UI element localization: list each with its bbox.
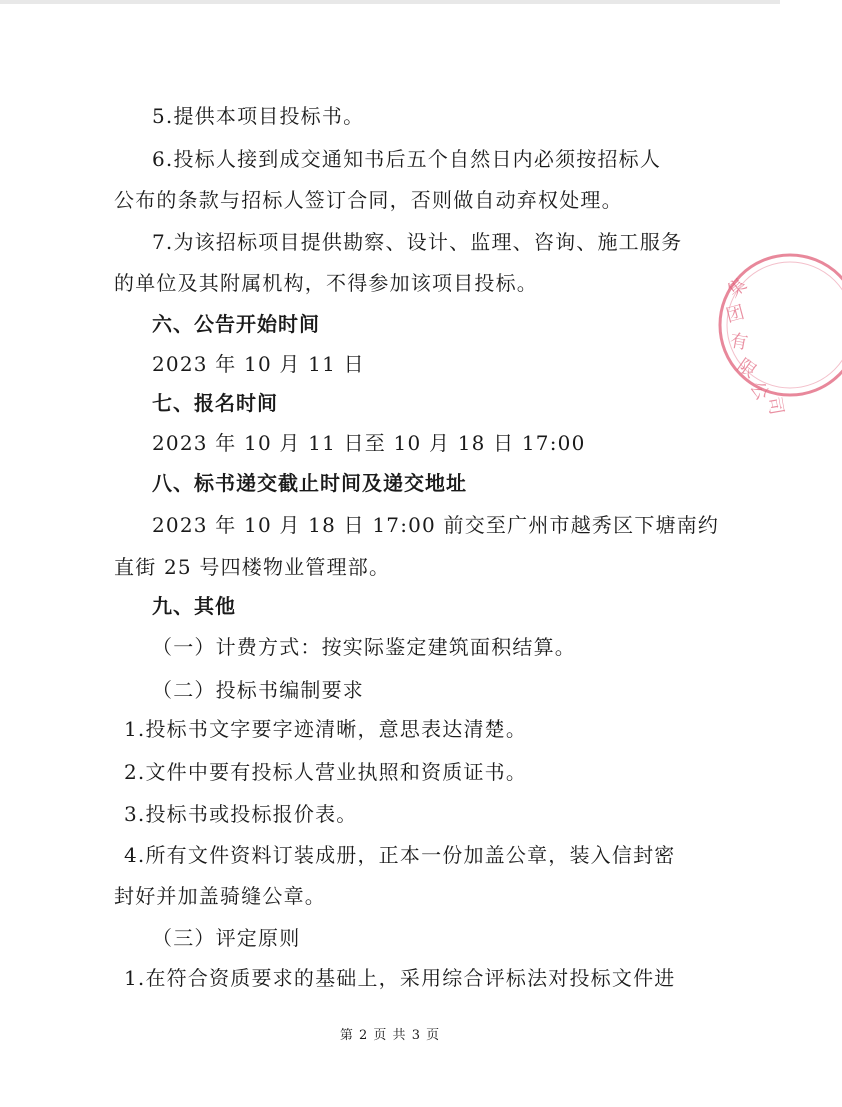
scan-edge [0,0,780,4]
requirement-3: 3.投标书或投标报价表。 [124,802,358,826]
requirement-1: 1.投标书文字要字迹清晰，意思表达清楚。 [124,717,528,741]
clause-6-line-1: 6.投标人接到成交通知书后五个自然日内必须按招标人 [152,147,662,171]
registration-period: 2023 年 10 月 11 日至 10 月 18 日 17:00 [152,431,586,455]
svg-text:司: 司 [763,395,787,417]
requirement-2: 2.文件中要有投标人营业执照和资质证书。 [124,760,528,784]
fee-method: （一）计费方式：按实际鉴定建筑面积结算。 [152,635,576,659]
section-heading-6: 六、公告开始时间 [152,312,320,336]
section-heading-7: 七、报名时间 [152,391,278,415]
clause-7-line-2: 的单位及其附属机构，不得参加该项目投标。 [114,271,538,295]
deadline-address-line-1: 2023 年 10 月 18 日 17:00 前交至广州市越秀区下塘南约 [152,513,720,537]
section-heading-8: 八、标书递交截止时间及递交地址 [152,471,467,495]
clause-5: 5.提供本项目投标书。 [152,104,365,128]
section-heading-9: 九、其他 [152,594,236,618]
company-seal [712,250,842,417]
svg-text:有: 有 [728,330,750,355]
deadline-address-line-2: 直街 25 号四楼物业管理部。 [114,555,391,579]
clause-6-line-2: 公布的条款与招标人签订合同，否则做自动弃权处理。 [114,188,623,212]
subheading-bid-requirements: （二）投标书编制要求 [152,678,364,702]
announcement-date: 2023 年 10 月 11 日 [152,352,365,376]
svg-text:公: 公 [745,378,773,405]
evaluation-1: 1.在符合资质要求的基础上，采用综合评标法对投标文件进 [124,966,676,990]
clause-7-line-1: 7.为该招标项目提供勘察、设计、监理、咨询、施工服务 [152,230,683,254]
requirement-4-line-1: 4.所有文件资料订装成册，正本一份加盖公章，装入信封密 [124,843,676,867]
requirement-4-line-2: 封好并加盖骑缝公章。 [114,884,326,908]
svg-text:团: 团 [723,301,747,327]
svg-text:集: 集 [723,274,752,302]
svg-text:限: 限 [733,354,760,383]
subheading-evaluation: （三）评定原则 [152,926,301,950]
page-footer: 第 2 页 共 3 页 [339,1028,441,1043]
